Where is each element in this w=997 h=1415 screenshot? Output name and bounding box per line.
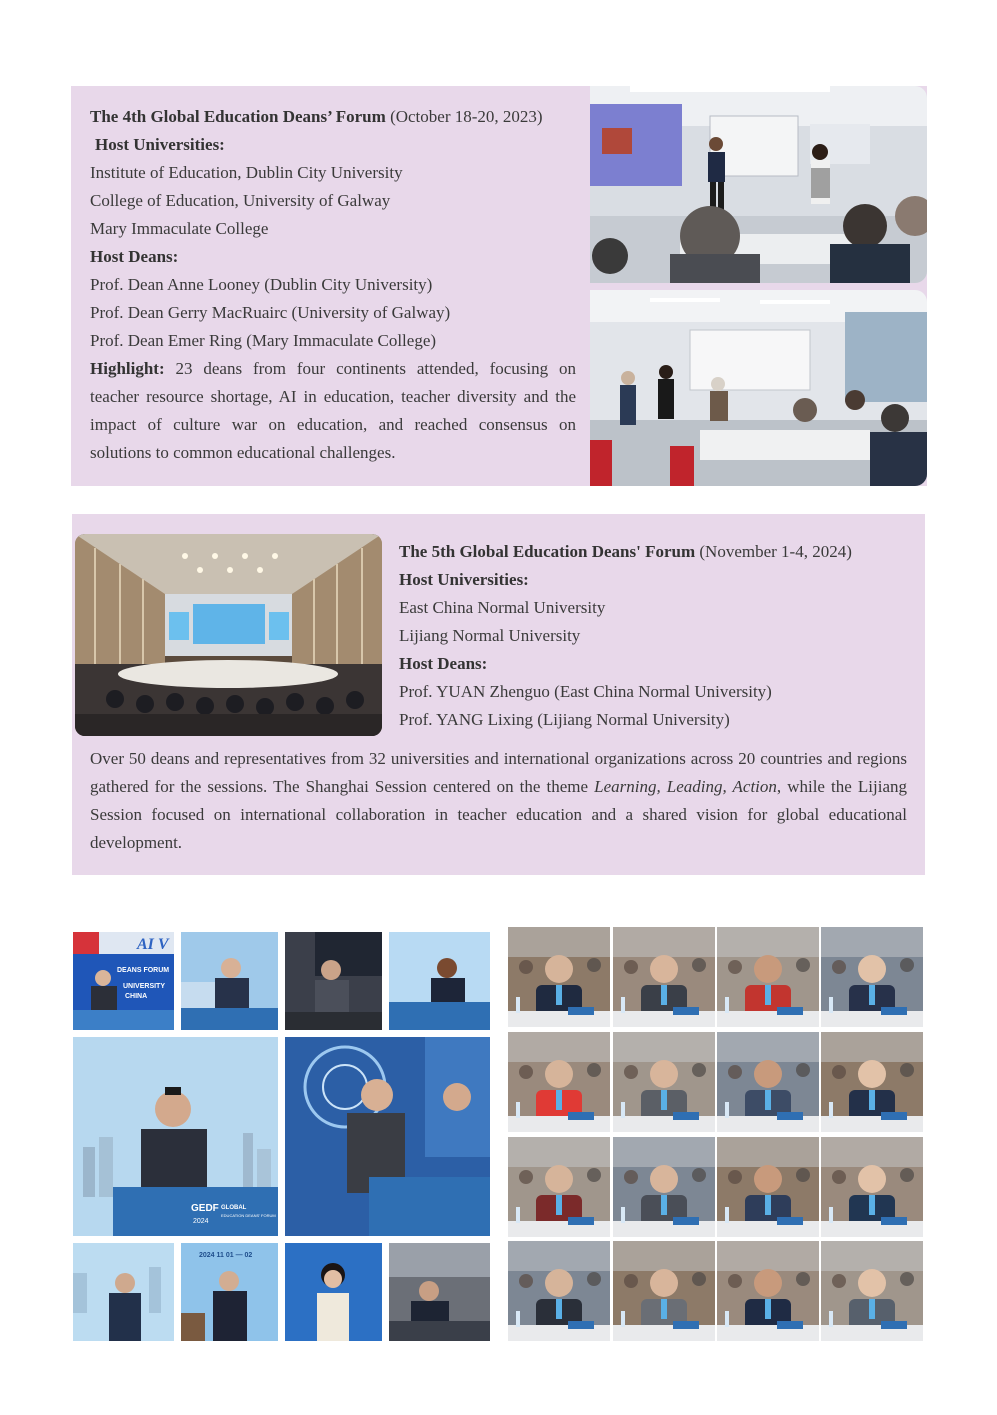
banner-university-text: UNIVERSITY [123,983,166,990]
speaker-photo [389,1243,490,1341]
speaker-photo-large [285,1037,490,1236]
forum4-highlight [90,355,576,467]
forum4-title-line [90,103,576,131]
forum5-title: The 5th Global Education Deans' Forum [399,542,696,561]
forum5-host-university: East China Normal University [399,598,606,617]
forum5-host-dean: Prof. YANG Lixing (Lijiang Normal University) [399,710,730,729]
forum4-host-university: Mary Immaculate College [90,219,269,238]
forum4-host-universities-label: Host Universities: [95,135,225,154]
forum4-host-university: Institute of Education, Dublin City University [90,163,403,182]
banner-dates-text: 2024 11 01 — 02 [199,1252,253,1259]
speaker-photo [73,1243,174,1341]
forum4-host-dean: Prof. Dean Gerry MacRuairc (University of Galway) [90,303,451,322]
banner-deans-forum-text: DEANS FORUM [117,967,170,974]
forum4-photo-presentation [590,86,927,283]
participant-photo [508,1137,610,1237]
forum5-summary [90,745,907,857]
speaker-photo [285,932,382,1030]
forum5-host-universities-label: Host Universities: [399,570,529,589]
participant-photo [717,1032,819,1132]
speaker-photo [181,1243,278,1341]
forum4-title: The 4th Global Education Deans’ Forum [90,107,386,126]
forum4-host-dean: Prof. Dean Emer Ring (Mary Immaculate College) [90,331,437,350]
podium-year-text: 2024 [193,1218,209,1225]
participant-photo [613,1032,715,1132]
speaker-photo [181,932,278,1030]
participant-photo [613,927,715,1027]
forum5-photo-conference-hall [75,534,382,736]
participant-photo [508,1241,610,1341]
participant-photo [717,1137,819,1237]
podium-gedf-text: GEDF [191,1203,219,1214]
banner-ai-text: AI V [137,936,169,953]
speaker-photo [73,932,174,1030]
forum5-text [399,538,919,734]
participant-photo [613,1241,715,1341]
forum5-summary-theme: Learning, Leading, Action [594,777,777,796]
forum4-highlight-label: Highlight: [90,359,165,378]
speaker-photo-large [73,1037,278,1236]
forum4-photo-speakers [590,290,927,486]
participant-photo [717,1241,819,1341]
participant-photo [821,1032,923,1132]
podium-line1-text: GLOBAL [221,1205,247,1211]
forum5-summary-part1: Over 50 deans and representatives from 32 universities and international organizations across 20 countries and regions gathered for the sessions. The Shanghai Session centered on the theme [90,749,907,796]
forum5-host-university: Lijiang Normal University [399,626,581,645]
speaker-photo [389,932,490,1030]
forum4-host-dean: Prof. Dean Anne Looney (Dublin City University) [90,275,433,294]
participant-photo [508,927,610,1027]
forum4-host-deans-label: Host Deans: [90,247,179,266]
forum5-title-line [399,538,919,566]
participant-photo [717,927,819,1027]
forum4-text [90,103,576,467]
podium-line2-text: EDUCATION DEANS' FORUM [221,1213,276,1218]
speaker-photo [285,1243,382,1341]
forum5-host-dean: Prof. YUAN Zhenguo (East China Normal University) [399,682,772,701]
forum5-host-deans-label: Host Deans: [399,654,488,673]
participant-photo [821,1137,923,1237]
forum5-summary-part2: , while the Lijiang Session focused on international collaboration in teacher education and a shared vision for global educational development. [90,777,907,852]
forum4-dates: (October 18-20, 2023) [385,107,543,126]
participant-photo [613,1137,715,1237]
forum4-host-university: College of Education, University of Galway [90,191,391,210]
participant-photo [821,927,923,1027]
banner-china-text: CHINA [125,993,148,1000]
forum4-highlight-text: 23 deans from four continents attended, focusing on teacher resource shortage, AI in education, teacher diversity and the impact of culture war on education, and reached consensus on solutions to common educational challenges. [90,359,576,462]
forum5-dates: (November 1-4, 2024) [695,542,852,561]
participant-photo [508,1032,610,1132]
participant-photo [821,1241,923,1341]
